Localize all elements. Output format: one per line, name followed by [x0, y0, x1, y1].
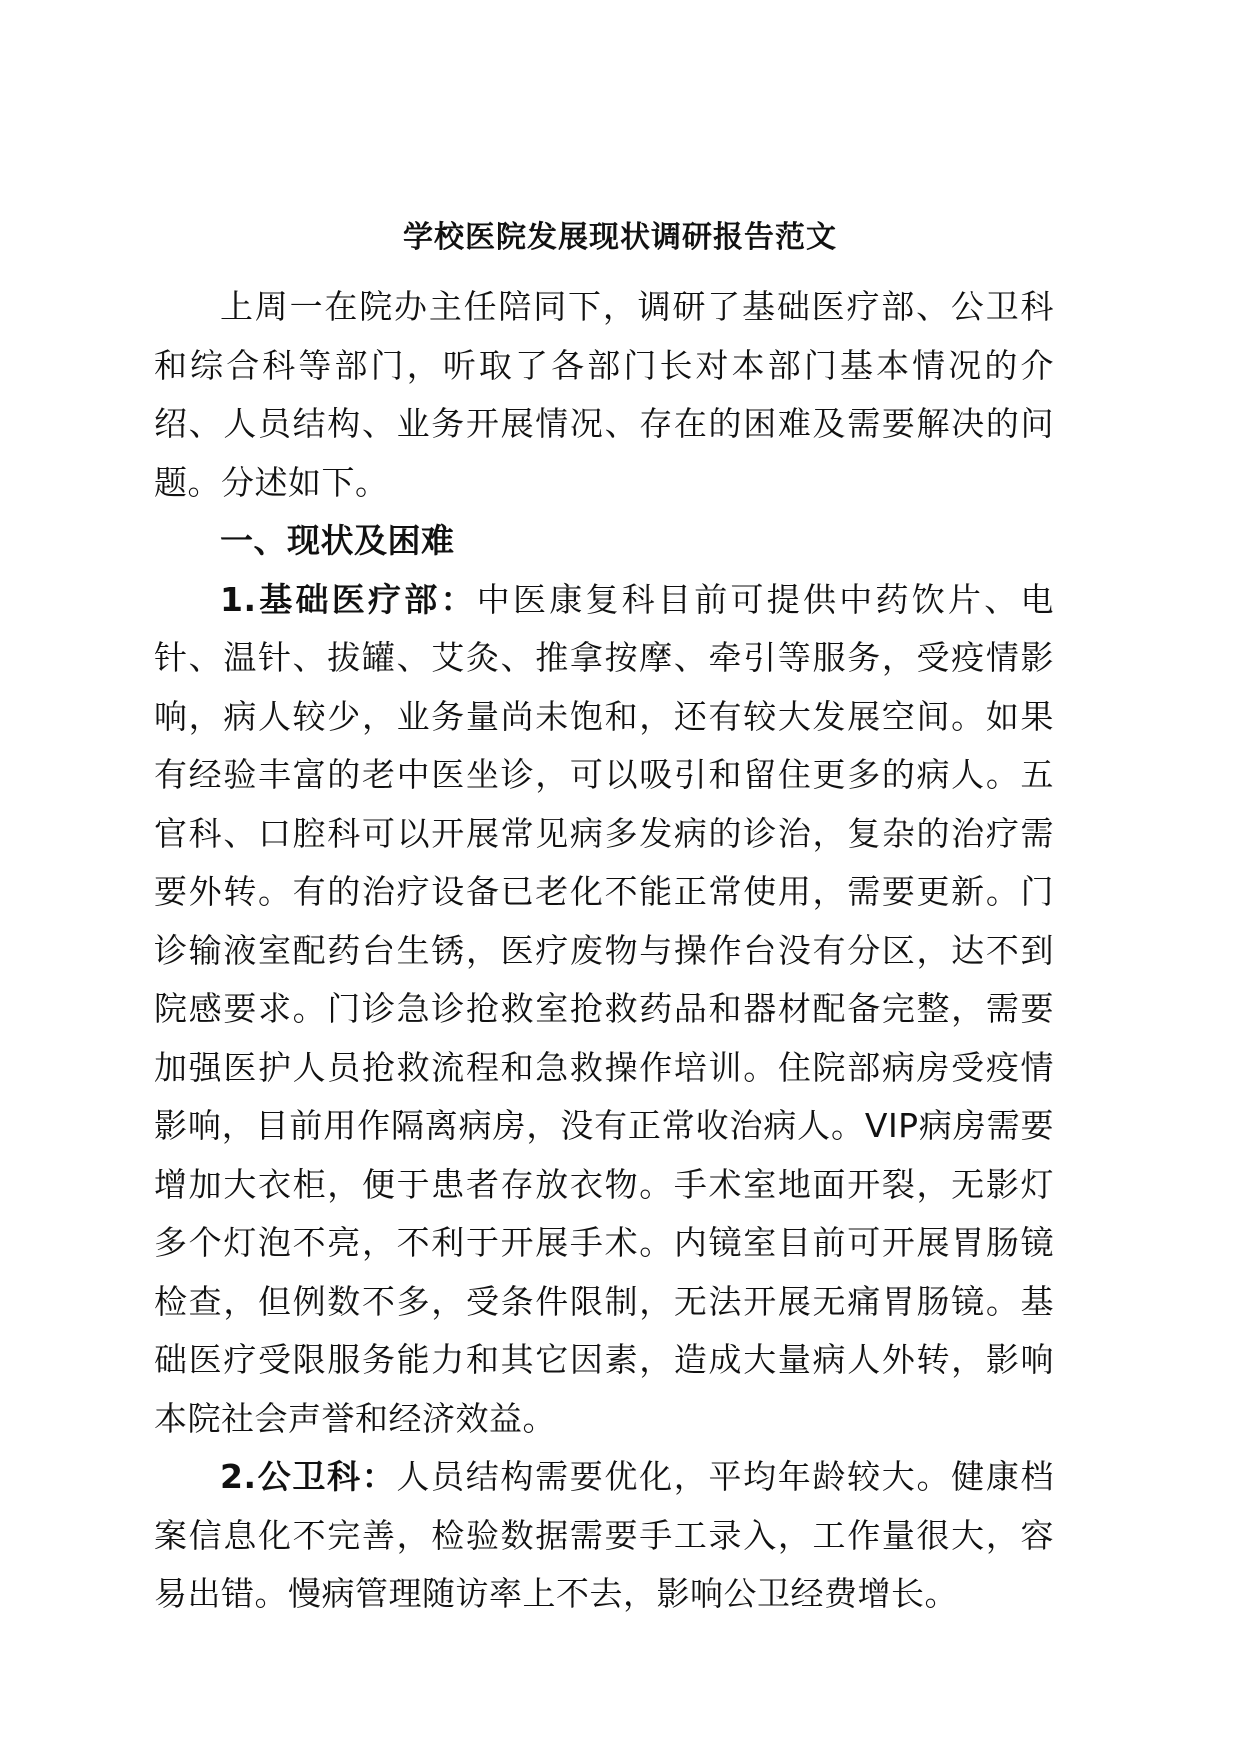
- document-title: 学校医院发展现状调研报告范文: [403, 220, 837, 255]
- item-paragraph-2: [154, 1448, 1054, 1624]
- item-lead-2: 2.公卫科：: [220, 1457, 397, 1496]
- item-paragraph-1: [154, 571, 1054, 1449]
- item-lead-1: 1.基础医疗部：: [220, 579, 477, 619]
- document-body: [154, 278, 1054, 1624]
- item-text-1: 中医康复科目前可提供中药饮片、电针、温针、拔罐、艾灸、推拿按摩、牵引等服务，受疫情影响，病人较少，业务量尚未饱和，还有较大发展空间。如果有经验丰富的老中医坐诊，可以吸引和留住更多的病人。五官科、口腔科可以开展常见病多发病的诊治，复杂的治疗需要外转。有的治疗设备已老化不能正常使用，需要更新。门诊输液室配药台生锈，医疗废物与操作台没有分区，达不到院感要求。门诊急诊抢救室抢救药品和器材配备完整，需要加强医护人员抢救流程和急救操作培训。住院部病房受疫情影响，目前用作隔离病房，没有正常收治病人。VIP病房需要增加大衣柜，便于患者存放衣物。手术室地面开裂，无影灯多个灯泡不亮，不利于开展手术。内镜室目前可开展胃肠镜检查，但例数不多，受条件限制，无法开展无痛胃肠镜。基础医疗受限服务能力和其它因素，造成大量病人外转，影响本院社会声誉和经济效益。: [154, 579, 1054, 1438]
- intro-paragraph: 上周一在院办主任陪同下，调研了基础医疗部、公卫科和综合科等部门，听取了各部门长对本部门基本情况的介绍、人员结构、业务开展情况、存在的困难及需要解决的问题。分述如下。: [154, 287, 1054, 502]
- section-heading: 一、现状及困难: [220, 521, 455, 560]
- item-text-2: 人员结构需要优化，平均年龄较大。健康档案信息化不完善，检验数据需要手工录入，工作量很大，容易出错。慢病管理随访率上不去，影响公卫经费增长。: [154, 1457, 1055, 1613]
